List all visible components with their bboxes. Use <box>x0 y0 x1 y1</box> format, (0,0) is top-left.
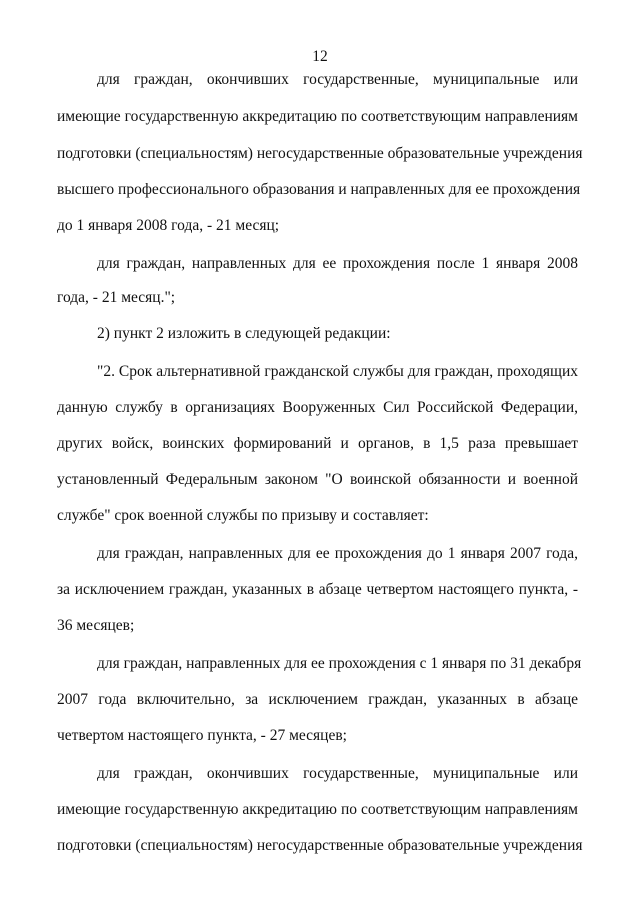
text-line: имеющие государственную аккредитацию по соответствующим направлениям <box>57 108 578 125</box>
text-line: для граждан, направленных для ее прохождения до 1 января 2007 года, <box>97 545 578 562</box>
text-line: для граждан, направленных для ее прохождения после 1 января 2008 <box>97 255 578 272</box>
text-line: данную службу в организациях Вооруженных Сил Российской Федерации, <box>57 399 578 416</box>
text-line: установленный Федеральным законом "О воинской обязанности и военной <box>57 471 578 488</box>
text-line: четвертом настоящего пункта, - 27 месяцев; <box>57 727 347 744</box>
text-line: года, - 21 месяц."; <box>57 289 176 306</box>
text-line: 36 месяцев; <box>57 617 135 634</box>
text-line: 2007 года включительно, за исключением граждан, указанных в абзаце <box>57 691 578 708</box>
text-line: до 1 января 2008 года, - 21 месяц; <box>57 217 280 234</box>
text-line: подготовки (специальностям) негосударственные образовательные учреждения <box>57 837 583 854</box>
text-line: имеющие государственную аккредитацию по соответствующим направлениям <box>57 801 578 818</box>
text-line: 2) пункт 2 изложить в следующей редакции: <box>97 325 391 342</box>
text-line: для граждан, окончивших государственные, муниципальные или <box>97 71 578 88</box>
text-line: для граждан, окончивших государственные, муниципальные или <box>97 765 578 782</box>
text-line: "2. Срок альтернативной гражданской службы для граждан, проходящих <box>97 363 578 380</box>
text-line: службе" срок военной службы по призыву и составляет: <box>57 507 429 524</box>
text-line: для граждан, направленных для ее прохождения с 1 января по 31 декабря <box>97 655 582 672</box>
text-line: других войск, воинских формирований и органов, в 1,5 раза превышает <box>57 435 578 452</box>
page-number: 12 <box>312 48 328 65</box>
text-line: подготовки (специальностям) негосударственные образовательные учреждения <box>57 145 583 162</box>
text-line: высшего профессионального образования и направленных для ее прохождения <box>57 181 581 198</box>
text-line: за исключением граждан, указанных в абзаце четвертом настоящего пункта, - <box>57 581 578 598</box>
